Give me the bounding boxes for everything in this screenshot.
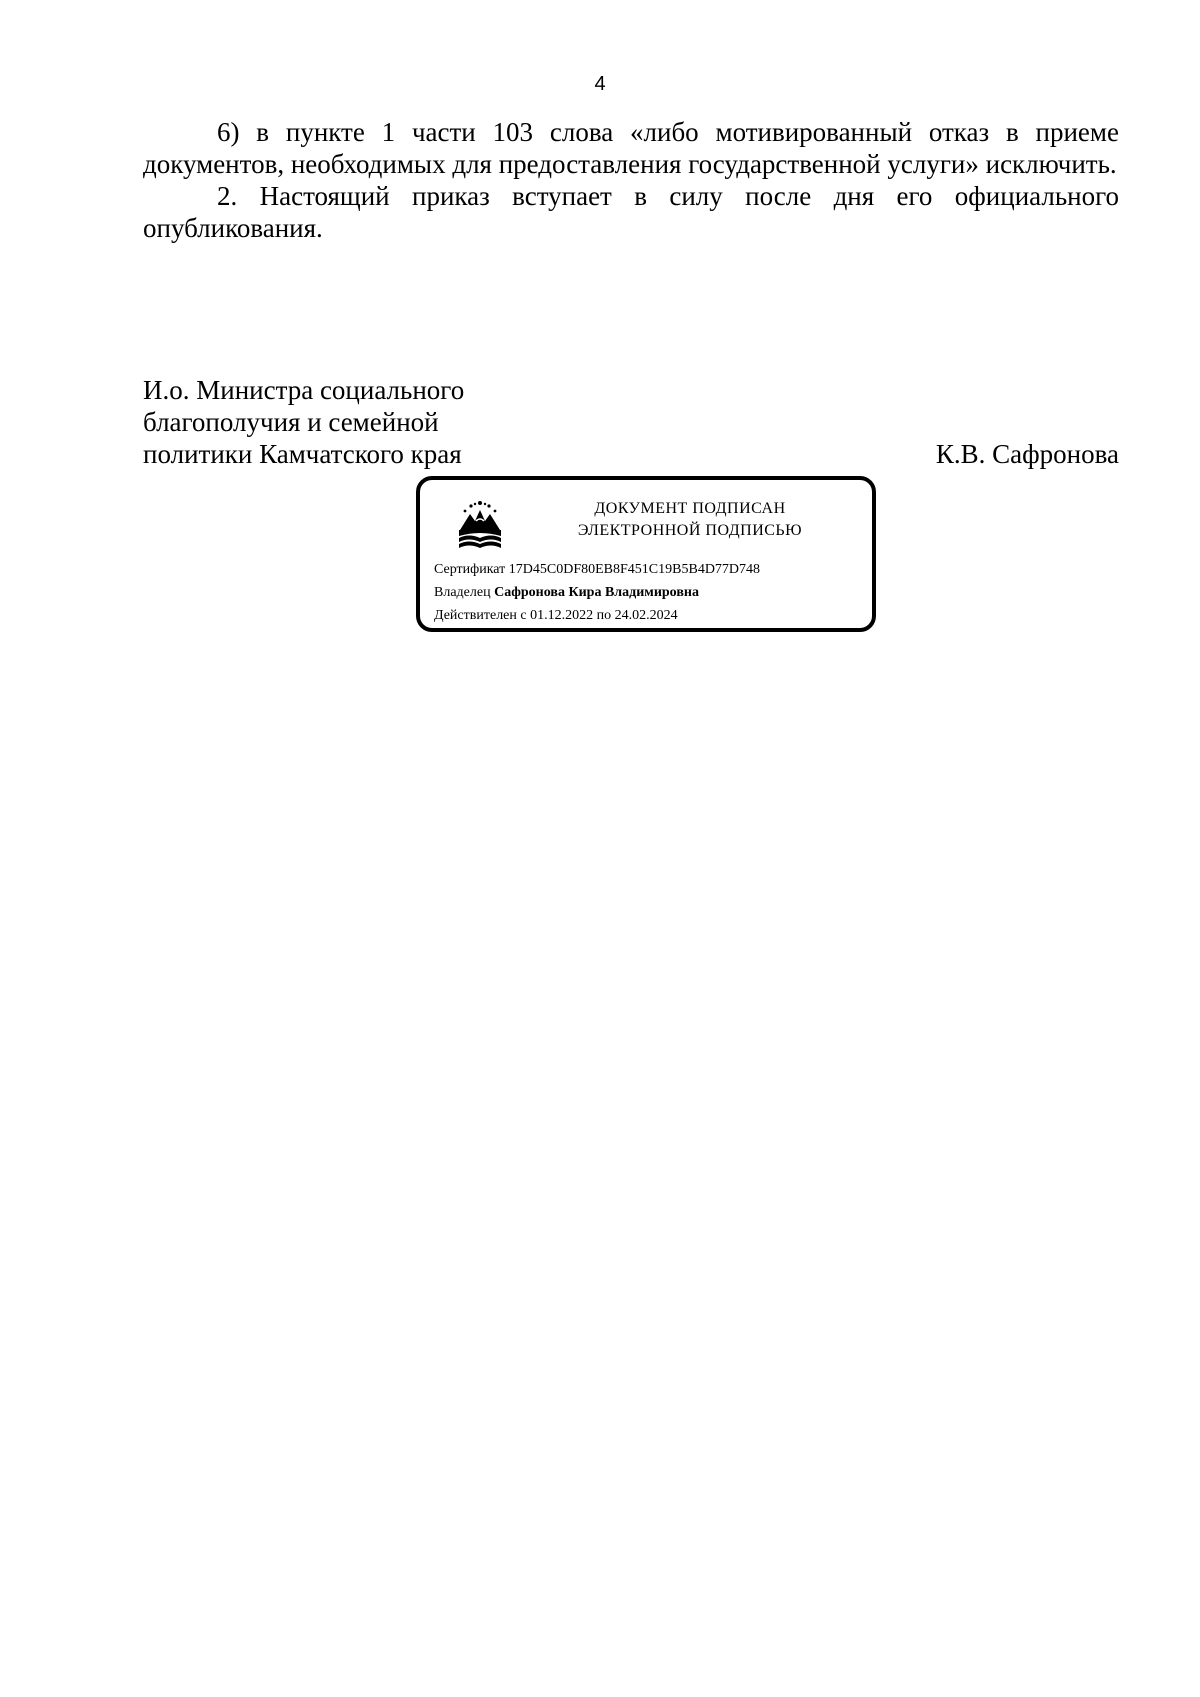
signer-title-line: И.о. Министра социального (143, 375, 465, 405)
signer-title-line: благополучия и семейной (143, 407, 439, 437)
valid-label: Действителен с (434, 608, 527, 623)
stamp-heading-line: ЭЛЕКТРОННОЙ ПОДПИСЬЮ (577, 522, 803, 539)
certificate-value: 17D45C0DF80EB8F451C19B5B4D77D748 (508, 562, 761, 577)
stamp-validity-row (434, 604, 870, 627)
valid-from: 01.12.2022 (530, 608, 594, 623)
stamp-owner-row (434, 581, 870, 604)
signature-block (143, 374, 1119, 474)
owner-value: Сафронова Кира Владимировна (494, 585, 699, 600)
electronic-signature-stamp (416, 476, 876, 632)
page-number: 4 (594, 73, 606, 95)
signer-name: К.В. Сафронова (935, 439, 1119, 469)
valid-to-label: по (596, 608, 612, 623)
valid-to: 24.02.2024 (614, 608, 678, 623)
document-body (143, 116, 1119, 244)
paragraph-item-6: 6) в пункте 1 части 103 слова «либо мотивированный отказ в приеме документов, необходимых для предоставления государственной услуги» исключить. (143, 117, 1119, 179)
certificate-label: Сертификат (434, 562, 506, 577)
stamp-certificate-row (434, 558, 870, 581)
owner-label: Владелец (434, 585, 491, 600)
signer-title (143, 374, 464, 470)
kamchatka-coat-of-arms-icon (456, 500, 504, 550)
stamp-heading (520, 498, 860, 542)
stamp-heading-line: ДОКУМЕНТ ПОДПИСАН (594, 500, 786, 517)
signer-title-line: политики Камчатского края (143, 439, 462, 469)
stamp-details (434, 558, 870, 627)
paragraph-clause-2: 2. Настоящий приказ вступает в силу после дня его официального опубликования. (143, 181, 1119, 243)
